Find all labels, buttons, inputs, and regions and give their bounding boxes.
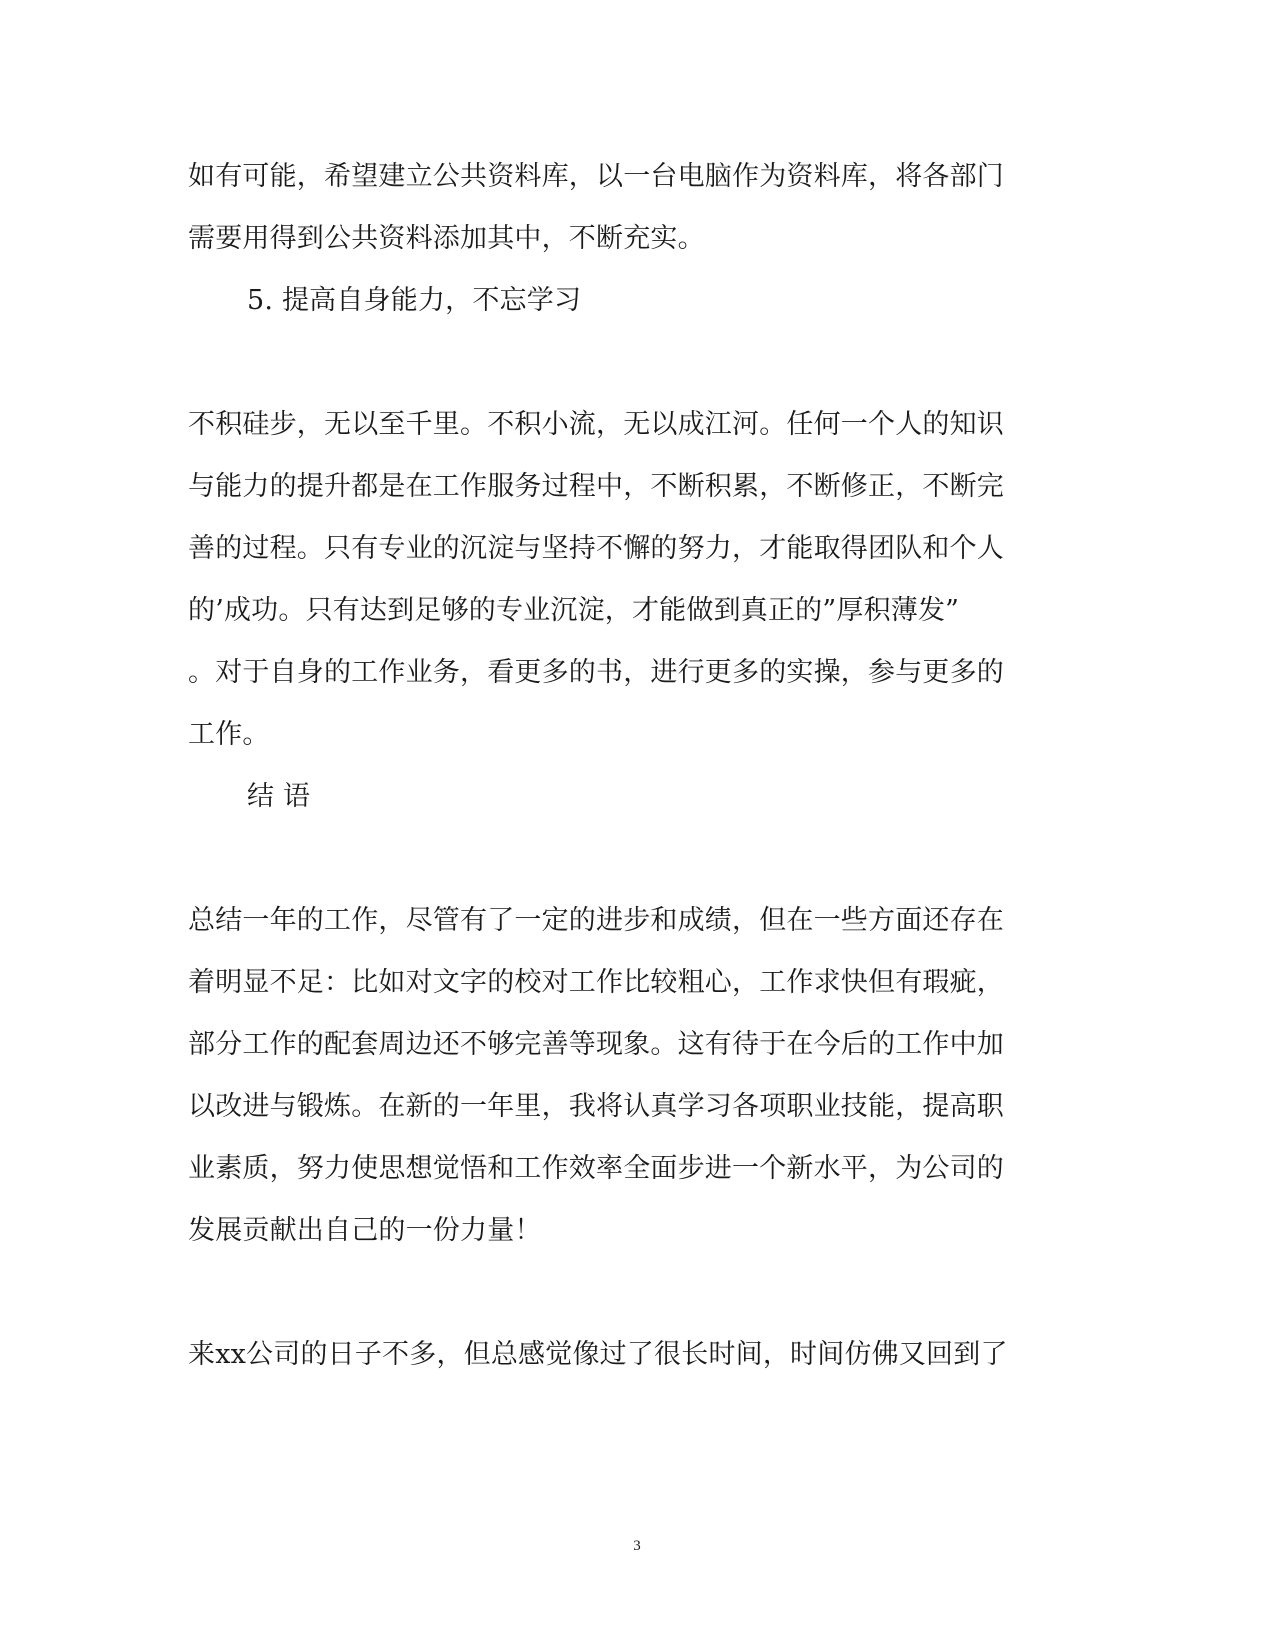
- section-heading-conclusion: 结 语: [247, 781, 311, 812]
- paragraph-line: 不积硅步，无以至千里。不积小流，无以成江河。任何一个人的知识: [188, 409, 1004, 440]
- paragraph-line: 善的过程。只有专业的沉淀与坚持不懈的努力，才能取得团队和个人: [188, 533, 1004, 564]
- section-heading-5: 5. 提高自身能力，不忘学习: [247, 285, 582, 316]
- paragraph-line: 。对于自身的工作业务，看更多的书，进行更多的实操，参与更多的: [188, 657, 1004, 688]
- paragraph-line: 业素质，努力使思想觉悟和工作效率全面步进一个新水平，为公司的: [188, 1153, 1004, 1184]
- paragraph-line: 总结一年的工作，尽管有了一定的进步和成绩，但在一些方面还存在: [188, 905, 1004, 936]
- paragraph-line: 来xx公司的日子不多，但总感觉像过了很长时间，时间仿佛又回到了: [188, 1339, 1008, 1370]
- paragraph-line: 的’成功。只有达到足够的专业沉淀，才能做到真正的”厚积薄发”: [188, 595, 960, 626]
- paragraph-line: 发展贡献出自己的一份力量！: [188, 1215, 542, 1246]
- paragraph-line: 部分工作的配套周边还不够完善等现象。这有待于在今后的工作中加: [188, 1029, 1004, 1060]
- paragraph-line: 与能力的提升都是在工作服务过程中，不断积累，不断修正，不断完: [188, 471, 1004, 502]
- paragraph-line: 以改进与锻炼。在新的一年里，我将认真学习各项职业技能，提高职: [188, 1091, 1004, 1122]
- paragraph-line: 需要用得到公共资料添加其中，不断充实。: [188, 223, 705, 254]
- paragraph-line: 着明显不足：比如对文字的校对工作比较粗心，工作求快但有瑕疵，: [188, 967, 1004, 998]
- paragraph-line: 工作。: [188, 719, 270, 750]
- paragraph-line: 如有可能，希望建立公共资料库，以一台电脑作为资料库，将各部门: [188, 161, 1004, 192]
- page-number: 3: [633, 1538, 641, 1554]
